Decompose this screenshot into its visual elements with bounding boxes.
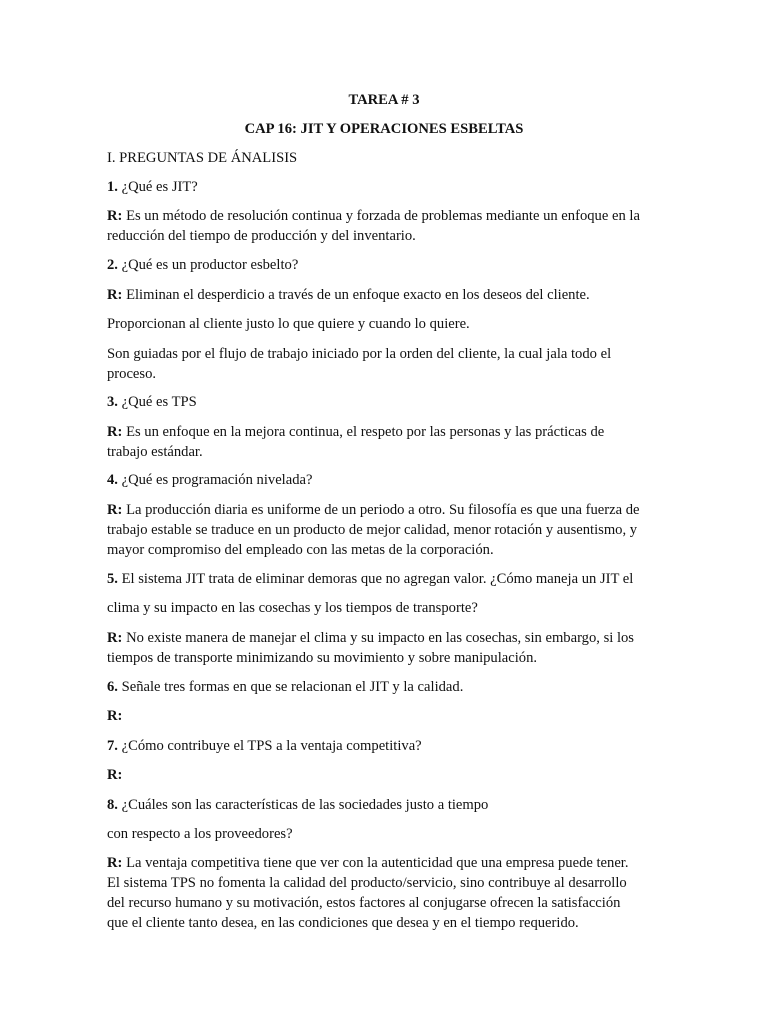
question-3-text: ¿Qué es TPS: [121, 394, 197, 410]
answer-1-line-2: reducción del tiempo de producción y del inventario.: [107, 228, 416, 244]
answer-4-line-1: [107, 500, 640, 520]
question-5-text-1: El sistema JIT trata de eliminar demoras que no agregan valor. ¿Cómo maneja un JIT el: [121, 571, 634, 587]
question-1-number: 1.: [107, 179, 118, 195]
question-8-line-1: [107, 795, 488, 815]
answer-5-line-2: tiempos de transporte minimizando su movimiento y sobre manipulación.: [107, 650, 538, 666]
answer-label: R:: [107, 208, 123, 224]
answer-2-line-1: [107, 285, 590, 305]
answer-4-line-2: trabajo estable se traduce en un producto de mejor calidad, menor rotación y ausentismo, y: [107, 522, 638, 538]
answer-4-text-1: La producción diaria es uniforme de un periodo a otro. Su filosofía es que una fuerza de: [126, 502, 640, 518]
answer-1-text-1: Es un método de resolución continua y forzada de problemas mediante un enfoque en la: [126, 208, 640, 224]
question-8-line-2: con respecto a los proveedores?: [107, 826, 293, 842]
answer-3-text-1: Es un enfoque en la mejora continua, el respeto por las personas y las prácticas de: [126, 424, 605, 440]
question-6: [107, 677, 463, 697]
answer-7: [107, 765, 122, 785]
question-1-text: ¿Qué es JIT?: [121, 179, 198, 195]
question-4: [107, 470, 312, 490]
answer-2-text-1: Eliminan el desperdicio a través de un enfoque exacto en los deseos del cliente.: [126, 287, 590, 303]
answer-8-line-1: [107, 853, 629, 873]
answer-label: R:: [107, 767, 123, 783]
answer-3-line-2: trabajo estándar.: [107, 444, 203, 460]
question-7-text: ¿Cómo contribuye el TPS a la ventaja competitiva?: [121, 738, 422, 754]
answer-label: R:: [107, 502, 123, 518]
answer-3-line-1: [107, 422, 604, 442]
question-3: [107, 392, 197, 412]
answer-8-text-1: La ventaja competitiva tiene que ver con la autenticidad que una empresa puede tener.: [126, 855, 629, 871]
question-2-text: ¿Qué es un productor esbelto?: [121, 257, 299, 273]
answer-label: R:: [107, 708, 123, 724]
question-8-text-1: ¿Cuáles son las características de las sociedades justo a tiempo: [121, 797, 489, 813]
answer-2-paragraph-2: Proporcionan al cliente justo lo que quiere y cuando lo quiere.: [107, 316, 470, 332]
question-4-text: ¿Qué es programación nivelada?: [121, 472, 313, 488]
answer-5-text-1: No existe manera de manejar el clima y su impacto en las cosechas, sin embargo, si los: [126, 630, 634, 646]
question-5-line-2: clima y su impacto en las cosechas y los tiempos de transporte?: [107, 600, 478, 616]
question-7: [107, 736, 422, 756]
document-title: TAREA # 3: [348, 92, 420, 108]
answer-8-line-3: del recurso humano y su motivación, estos factores al conjugarse ofrecen la satisfacción: [107, 895, 621, 911]
question-5-number: 5.: [107, 571, 118, 587]
question-2: [107, 255, 298, 275]
chapter-heading: CAP 16: JIT Y OPERACIONES ESBELTAS: [244, 121, 524, 137]
question-6-number: 6.: [107, 679, 118, 695]
question-4-number: 4.: [107, 472, 118, 488]
question-6-text: Señale tres formas en que se relacionan el JIT y la calidad.: [121, 679, 464, 695]
answer-label: R:: [107, 424, 123, 440]
answer-6: [107, 706, 122, 726]
question-2-number: 2.: [107, 257, 118, 273]
answer-1-line-1: [107, 206, 640, 226]
question-8-number: 8.: [107, 797, 118, 813]
answer-2-paragraph-3-line-1: Son guiadas por el flujo de trabajo iniciado por la orden del cliente, la cual jala todo el: [107, 346, 612, 362]
answer-8-line-4: que el cliente tanto desea, en las condiciones que desea y en el tiempo requerido.: [107, 915, 579, 931]
answer-4-line-3: mayor compromiso del empleado con las metas de la corporación.: [107, 542, 494, 558]
answer-8-line-2: El sistema TPS no fomenta la calidad del producto/servicio, sino contribuye al desarrollo: [107, 875, 627, 891]
answer-label: R:: [107, 630, 123, 646]
question-1: [107, 177, 198, 197]
question-3-number: 3.: [107, 394, 118, 410]
question-5-line-1: [107, 569, 633, 589]
answer-label: R:: [107, 287, 123, 303]
section-heading: I. PREGUNTAS DE ÁNALISIS: [107, 150, 298, 166]
answer-label: R:: [107, 855, 123, 871]
answer-2-paragraph-3-line-2: proceso.: [107, 366, 157, 382]
question-7-number: 7.: [107, 738, 118, 754]
answer-5-line-1: [107, 628, 634, 648]
